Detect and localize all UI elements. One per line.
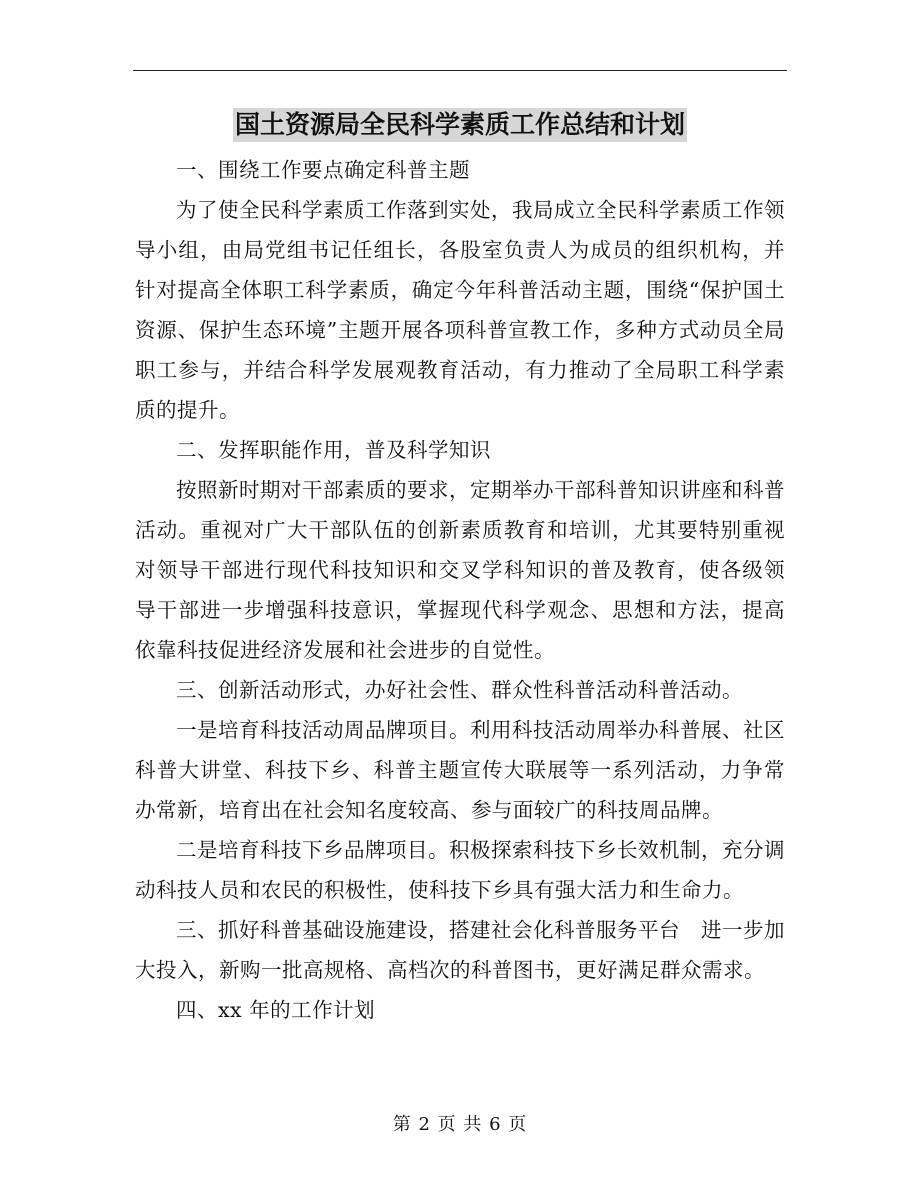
section-heading-4: 四、xx 年的工作计划: [176, 998, 376, 1022]
header-rule: [133, 70, 787, 71]
page-number-footer: 第 2 页 共 6 页: [392, 1114, 528, 1135]
document-body: [135, 150, 785, 1030]
paragraph-4: 二是培育科技下乡品牌项目。积极探索科技下乡长效机制，充分调动科技人员和农民的积极性，使科技下乡具有强大活力和生命力。: [135, 838, 785, 902]
title-container: [0, 108, 920, 142]
paragraph-5: 三、抓好科普基础设施建设，搭建社会化科普服务平台 进一步加大投入，新购一批高规格、高档次的科普图书，更好满足群众需求。: [135, 918, 785, 982]
paragraph-1: 为了使全民科学素质工作落到实处，我局成立全民科学素质工作领导小组，由局党组书记任组长，各股室负责人为成员的组织机构，并针对提高全体职工科学素质，确定今年科普活动主题，围绕“保护国土资源、保护生态环境”主题开展各项科普宣教工作，多种方式动员全局职工参与，并结合科学发展观教育活动，有力推动了全局职工科学素质的提升。: [135, 198, 785, 422]
section-heading-2: 二、发挥职能作用，普及科学知识: [176, 438, 491, 462]
document-title: 国土资源局全民科学素质工作总结和计划: [233, 108, 687, 142]
paragraph-2: 按照新时期对干部素质的要求，定期举办干部科普知识讲座和科普活动。重视对广大干部队伍的创新素质教育和培训，尤其要特别重视对领导干部进行现代科技知识和交叉学科知识的普及教育，使各级领导干部进一步增强科技意识，掌握现代科学观念、思想和方法，提高依靠科技促进经济发展和社会进步的自觉性。: [135, 478, 785, 662]
paragraph-3: 一是培育科技活动周品牌项目。利用科技活动周举办科普展、社区科普大讲堂、科技下乡、科普主题宣传大联展等一系列活动，力争常办常新，培育出在社会知名度较高、参与面较广的科技周品牌。: [135, 718, 785, 822]
section-heading-1: 一、围绕工作要点确定科普主题: [176, 158, 470, 182]
section-heading-3: 三、创新活动形式，办好社会性、群众性科普活动科普活动。: [176, 678, 743, 702]
